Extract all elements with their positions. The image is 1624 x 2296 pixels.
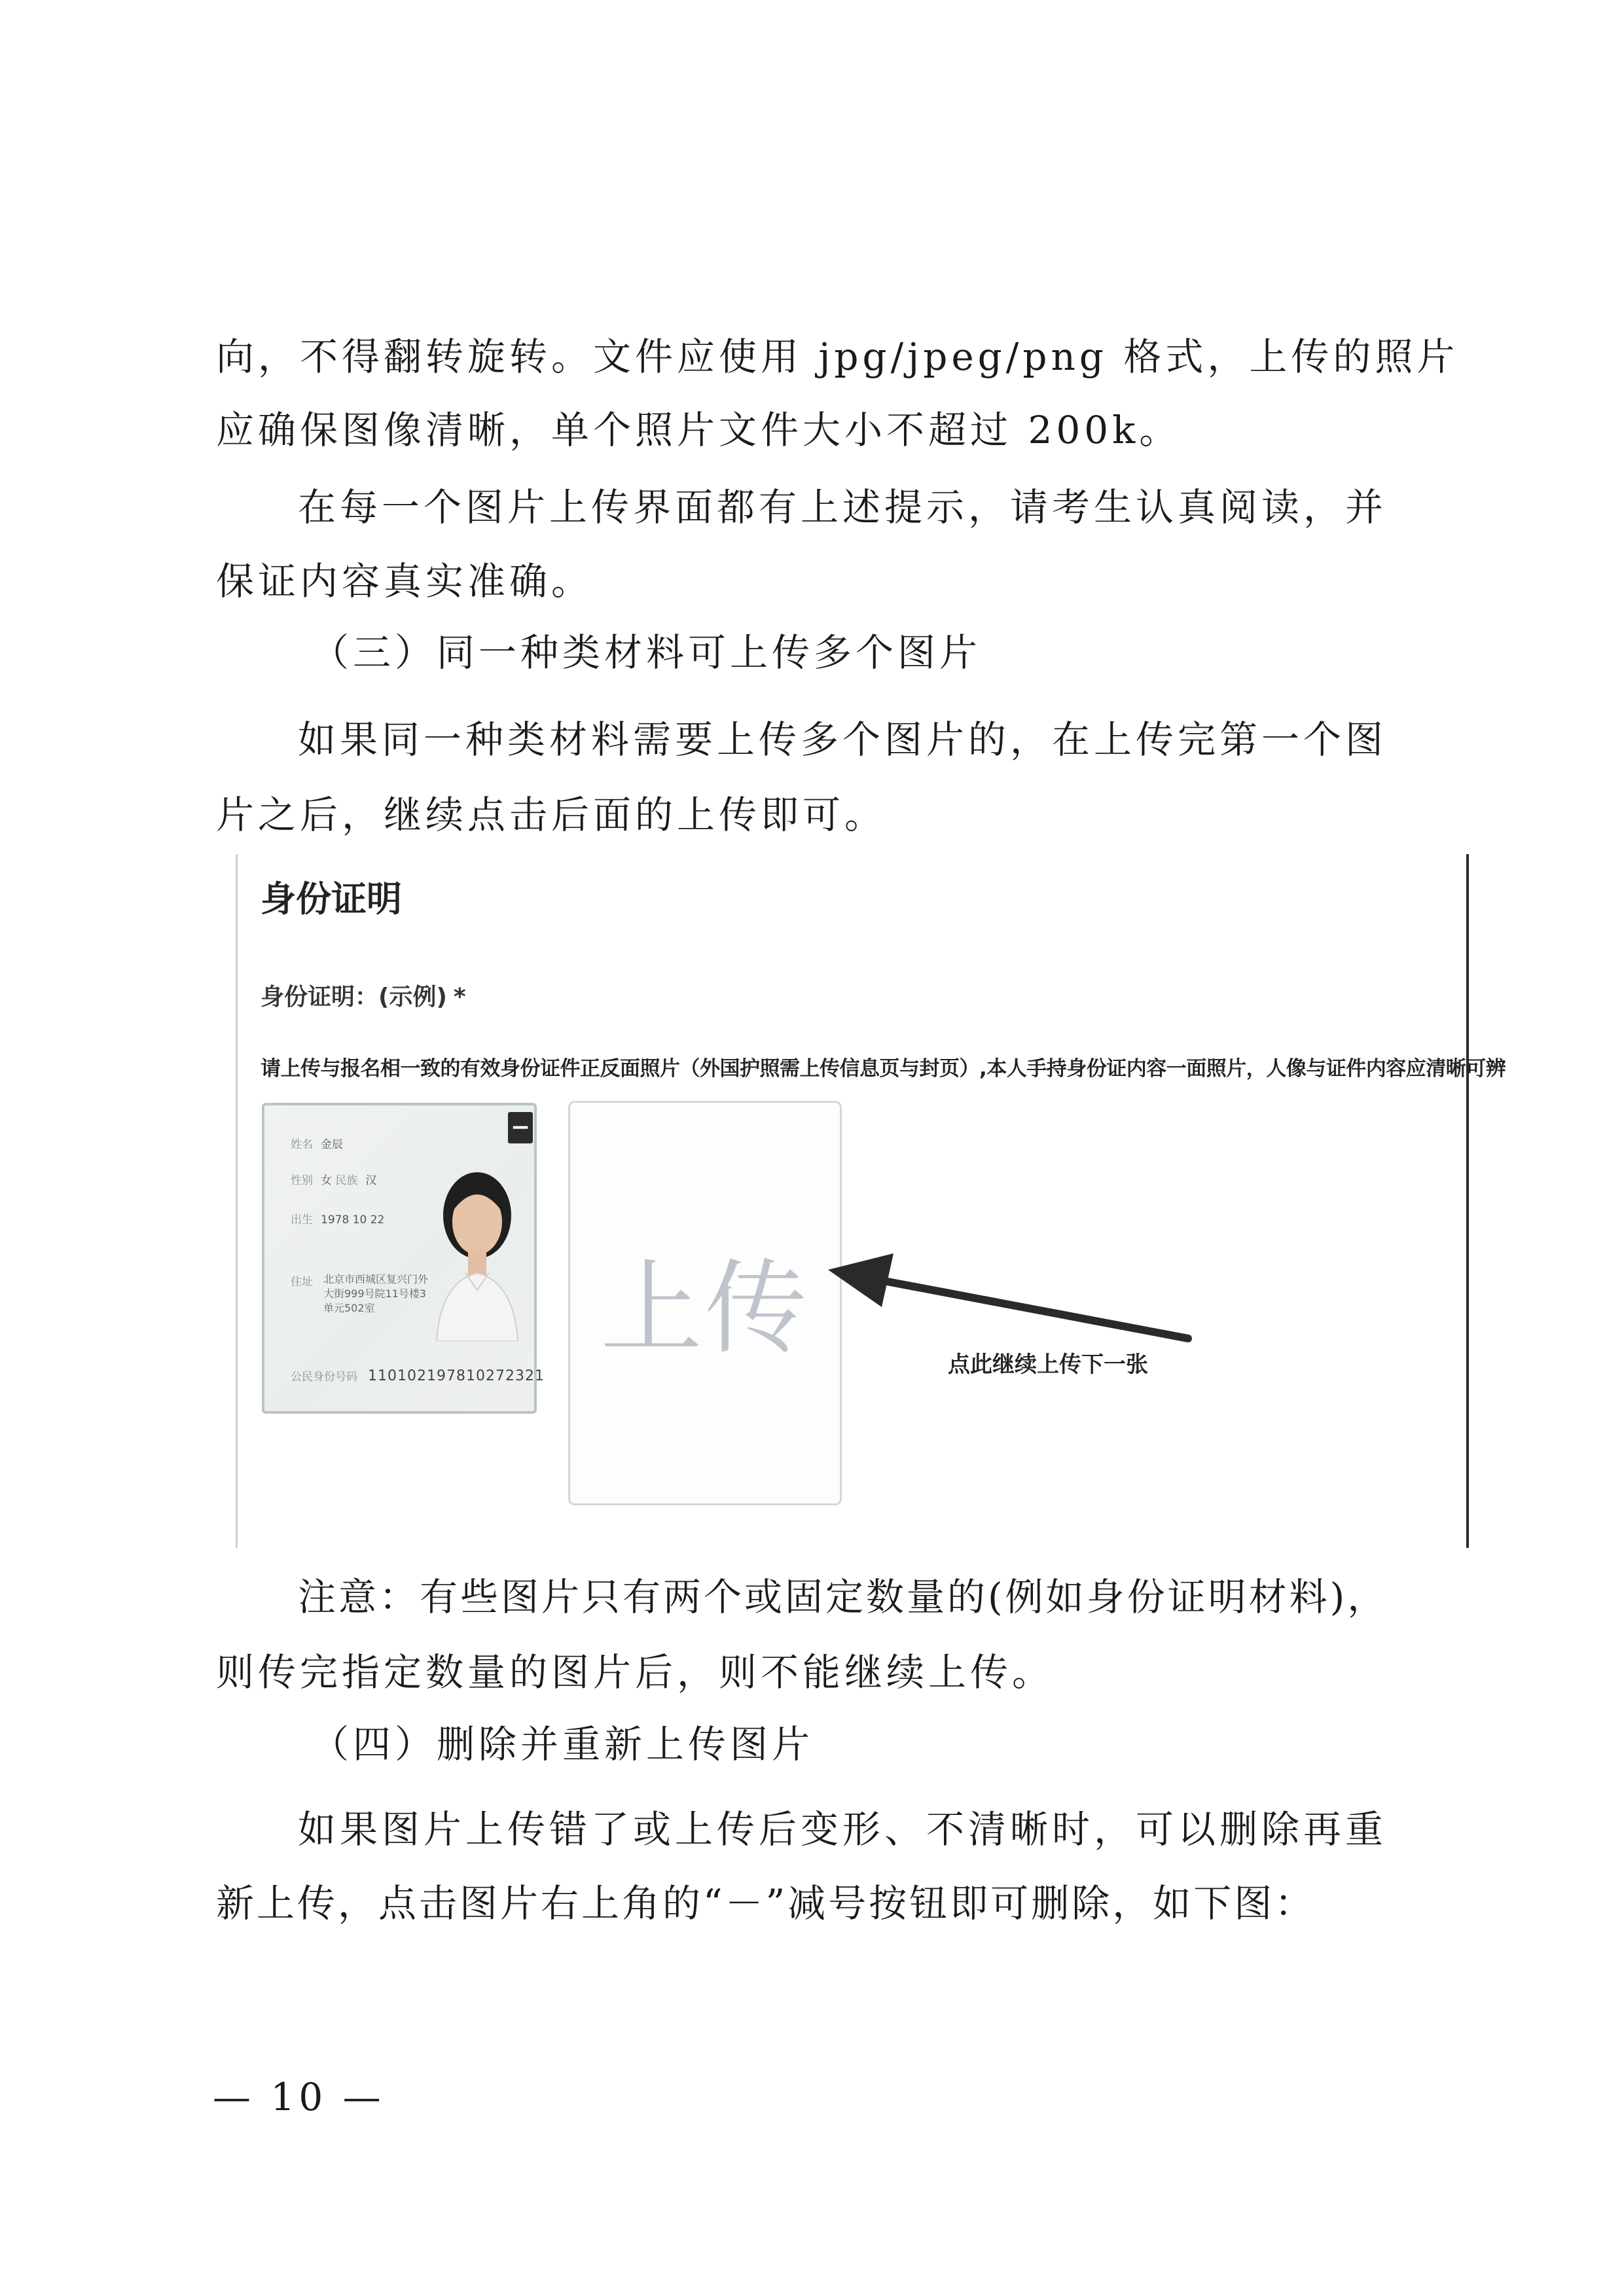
id-birth-value: 1978 10 22 bbox=[321, 1213, 385, 1227]
paragraph-line: 如果图片上传错了或上传后变形、不清晰时，可以删除再重 bbox=[298, 1807, 1388, 1852]
paragraph-line: 则传完指定数量的图片后，则不能继续上传。 bbox=[216, 1650, 1055, 1695]
delete-image-button[interactable]: − bbox=[508, 1112, 533, 1143]
section-heading: （四）删除并重新上传图片 bbox=[311, 1722, 814, 1767]
paragraph-line: 如果同一种类材料需要上传多个图片的，在上传完第一个图 bbox=[298, 717, 1388, 762]
upload-button[interactable] bbox=[568, 1101, 842, 1505]
figure-instruction: 请上传与报名相一致的有效身份证件正反面照片（外国护照需上传信息页与封页）,本人手持身份证内容一面照片，人像与证件内容应清晰可辨 bbox=[261, 1057, 1506, 1081]
id-birth-row bbox=[291, 1210, 384, 1227]
paragraph-line: 新上传，点击图片右上角的“－”减号按钮即可删除，如下图： bbox=[216, 1881, 1316, 1926]
id-number-row bbox=[291, 1367, 545, 1384]
id-name-value: 金辰 bbox=[321, 1138, 343, 1151]
upload-example-screenshot bbox=[236, 854, 1506, 1548]
figure-border-right bbox=[1466, 854, 1469, 1548]
field-label-text: 身份证明：(示例) bbox=[261, 984, 447, 1011]
paragraph-line: 向，不得翻转旋转。文件应使用 jpg/jpeg/png 格式，上传的照片 bbox=[216, 334, 1459, 379]
arrow-left-icon bbox=[821, 1247, 1201, 1352]
id-ethnicity-label: 民族 bbox=[335, 1174, 358, 1187]
paragraph-line: 保证内容真实准确。 bbox=[216, 559, 594, 603]
id-birth-label: 出生 bbox=[291, 1213, 313, 1227]
id-ethnicity-value: 汉 bbox=[365, 1174, 377, 1187]
figure-border-left bbox=[236, 854, 238, 1548]
id-gender-row bbox=[291, 1171, 376, 1187]
required-mark: * bbox=[453, 984, 466, 1011]
id-address-value: 北京市西城区复兴门外大街999号院11号楼3单元502室 bbox=[323, 1273, 429, 1314]
id-gender-label: 性别 bbox=[291, 1174, 313, 1187]
id-name-row bbox=[291, 1135, 343, 1151]
figure-field-label bbox=[261, 978, 466, 1012]
arrow-caption: 点此继续上传下一张 bbox=[948, 1352, 1148, 1378]
paragraph-line: 片之后，继续点击后面的上传即可。 bbox=[216, 793, 887, 837]
upload-button-label: 上传 bbox=[600, 1249, 810, 1368]
id-gender-value: 女 bbox=[321, 1174, 332, 1187]
paragraph-line: 应确保图像清晰，单个照片文件大小不超过 200k。 bbox=[216, 408, 1182, 452]
paragraph-line: 注意：有些图片只有两个或固定数量的(例如身份证明材料)， bbox=[298, 1575, 1388, 1619]
id-portrait-photo bbox=[431, 1151, 523, 1341]
paragraph-line: 在每一个图片上传界面都有上述提示，请考生认真阅读，并 bbox=[298, 485, 1388, 529]
id-number-label: 公民身份号码 bbox=[291, 1371, 357, 1384]
page-number: — 10 — bbox=[213, 2075, 385, 2119]
figure-section-title: 身份证明 bbox=[261, 878, 402, 920]
id-number-value: 110102197810272321 bbox=[368, 1368, 545, 1384]
id-name-label: 姓名 bbox=[291, 1138, 313, 1151]
section-heading: （三）同一种类材料可上传多个图片 bbox=[311, 630, 982, 675]
id-address-label: 住址 bbox=[291, 1276, 313, 1289]
uploaded-id-card-image bbox=[262, 1103, 545, 1414]
